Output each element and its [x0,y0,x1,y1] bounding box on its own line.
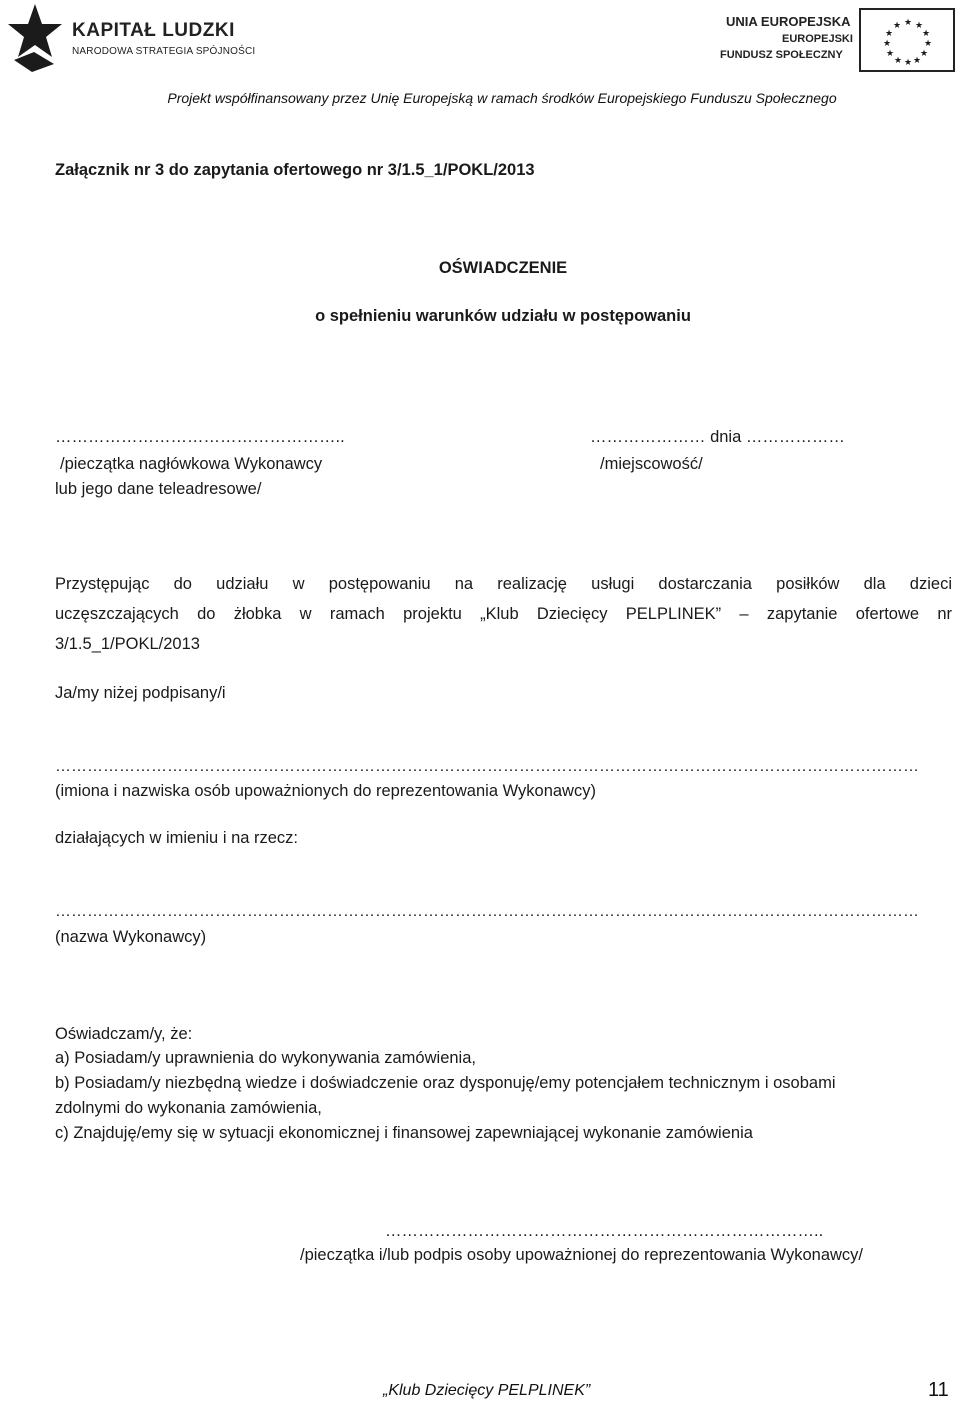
stamp-dots: …………………………………………….. [55,428,345,446]
item-a: a) Posiadam/y uprawnienia do wykonywania zamówienia, [55,1049,476,1067]
item-b-line2: zdolnymi do wykonania zamówienia, [55,1099,322,1117]
svg-text:★: ★ [904,18,913,28]
intro-line-1: Przystępując do udziału w postępowaniu na realizację usługi dostarczania posiłków dla dzieci [55,575,952,593]
footer-project: „Klub Dziecięcy PELPLINEK” [383,1382,591,1399]
place-date-line: ………………… dnia ……………… [590,428,845,446]
item-b-line1: b) Posiadam/y niezbędną wiedze i doświadczenie oraz dysponuję/emy potencjałem technicznym i osobami [55,1074,836,1092]
item-c: c) Znajduję/emy się w sytuacji ekonomicznej i finansowej zapewniającej wykonanie zamówienia [55,1124,753,1142]
contractor-dots: ……………………………………………………………………………………………………………………………………………… [55,903,919,920]
acting-heading: działających w imieniu i na rzecz: [55,829,299,847]
logo-left-subtitle: NARODOWA STRATEGIA SPÓJNOŚCI [72,46,256,57]
svg-text:★: ★ [920,49,929,59]
logo-right-line2: EUROPEJSKI [782,33,853,45]
signature-dots: …………………………………………………………………….. [385,1222,824,1240]
document-subtitle: o spełnieniu warunków udziału w postępowaniu [315,307,691,325]
signature-label: /pieczątka i/lub podpis osoby upoważnionej do reprezentowania Wykonawcy/ [300,1246,864,1264]
svg-text:★: ★ [894,56,903,66]
place-label: /miejscowość/ [600,455,703,473]
svg-text:★: ★ [883,39,892,49]
eu-flag-icon [859,8,955,72]
page-number: 11 [928,1379,949,1401]
svg-text:★: ★ [893,21,902,31]
logo-left-title: KAPITAŁ LUDZKI [72,20,235,41]
stamp-label-2: lub jego dane teleadresowe/ [55,480,262,498]
funding-note: Projekt współfinansowany przez Unię Europejską w ramach środków Europejskiego Funduszu Społecznego [167,90,837,106]
stamp-label-1: /pieczątka nagłówkowa Wykonawcy [60,455,323,473]
document-title: OŚWIADCZENIE [438,259,568,277]
svg-text:★: ★ [885,29,894,39]
svg-text:★: ★ [886,49,895,59]
names-label: (imiona i nazwiska osób upoważnionych do reprezentowania Wykonawcy) [55,782,596,800]
annex-heading: Załącznik nr 3 do zapytania ofertowego nr 3/1.5_1/POKL/2013 [55,161,535,179]
contractor-label: (nazwa Wykonawcy) [55,928,207,946]
svg-text:★: ★ [913,56,922,66]
logo-right-line1: UNIA EUROPEJSKA [726,14,851,29]
signed-heading: Ja/my niżej podpisany/i [55,684,226,702]
eu-fund-logo [720,8,956,72]
svg-text:★: ★ [904,58,913,68]
svg-text:★: ★ [915,21,924,31]
intro-line-3: 3/1.5_1/POKL/2013 [55,635,200,653]
kapital-ludzki-emblem-icon [4,2,66,74]
intro-line-2: uczęszczających do żłobka w ramach projektu „Klub Dziecięcy PELPLINEK” – zapytanie ofertowe nr [55,605,952,623]
svg-text:★: ★ [922,29,931,39]
declare-heading: Oświadczam/y, że: [55,1025,193,1043]
names-dots: ……………………………………………………………………………………………………………………………………………… [55,758,919,775]
logo-right-line3: FUNDUSZ SPOŁECZNY [720,49,843,61]
svg-text:★: ★ [924,39,933,49]
kapital-ludzki-logo [4,2,254,74]
